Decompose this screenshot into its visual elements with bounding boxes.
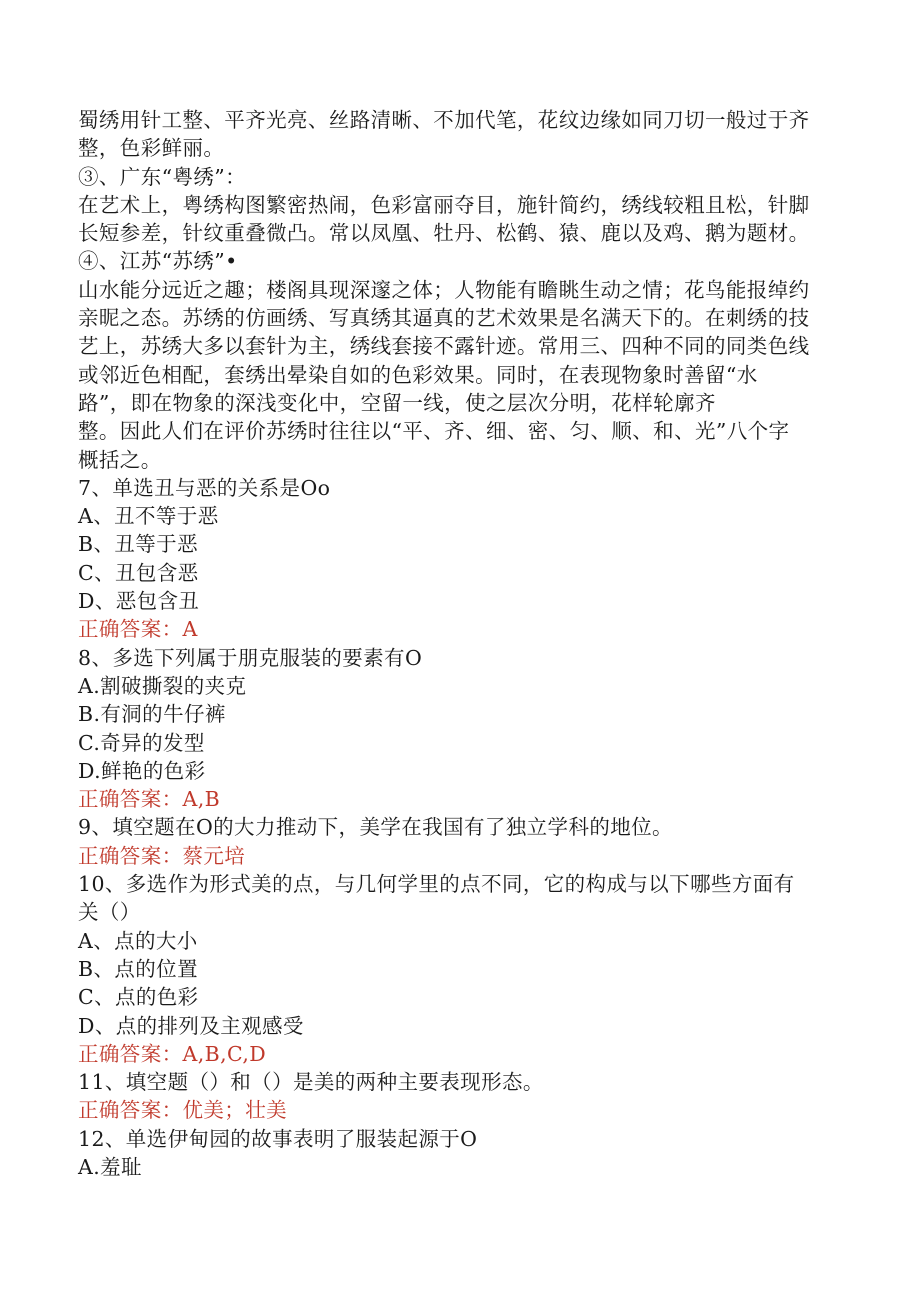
text-line: D.鲜艳的色彩 — [78, 758, 206, 783]
answer-line: 正确答案：A — [78, 617, 198, 642]
text-line: C、丑包含恶 — [78, 560, 199, 585]
text-line: 11、填空题（）和（）是美的两种主要表现形态。 — [78, 1070, 544, 1095]
text-line: A、丑不等于恶 — [78, 504, 219, 529]
text-line: 山水能分远近之趣；楼阁具现深邃之体；人物能有瞻眺生动之情；花鸟能报绰约 — [78, 277, 810, 302]
text-line: A.羞耻 — [78, 1154, 142, 1179]
text-line: ④、江苏“苏绣”• — [78, 249, 238, 274]
text-line: ③、广东“粤绣”： — [78, 164, 247, 189]
text-line: 路”，即在物象的深浅变化中，空留一线，使之层次分明，花样轮廓齐 — [78, 390, 716, 415]
text-line: 蜀绣用针工整、平齐光亮、丝路清晰、不加代笔，花纹边缘如同刀切一般过于齐 — [78, 108, 810, 132]
text-line: 长短参差，针纹重叠微凸。常以凤凰、牡丹、松鹤、猿、鹿以及鸡、鹅为题材。 — [78, 221, 810, 246]
text-line: A、点的大小 — [78, 928, 198, 953]
text-line: 10、多选作为形式美的点，与几何学里的点不同，它的构成与以下哪些方面有 — [78, 872, 795, 897]
text-line: 12、单选伊甸园的故事表明了服装起源于O — [78, 1126, 478, 1151]
text-line: 8、多选下列属于朋克服装的要素有O — [78, 645, 423, 670]
text-line: 艺上，苏绣大多以套针为主，绣线套接不露针迹。常用三、四种不同的同类色线 — [78, 334, 810, 359]
text-line: 或邻近色相配，套绣出晕染自如的色彩效果。同时，在表现物象时善留“水 — [78, 362, 758, 387]
text-line: B、点的位置 — [78, 956, 198, 981]
answer-line: 正确答案：蔡元培 — [78, 843, 246, 868]
text-line: B、丑等于恶 — [78, 532, 198, 557]
text-line: 9、填空题在O的大力推动下，美学在我国有了独立学科的地位。 — [78, 815, 673, 840]
answer-line: 正确答案：A,B,C,D — [78, 1041, 267, 1066]
text-line: 亲昵之态。苏绣的仿画绣、写真绣其逼真的艺术效果是名满天下的。在刺绣的技 — [78, 306, 810, 331]
text-line: 整，色彩鲜丽。 — [78, 136, 225, 161]
text-line: 整。因此人们在评价苏绣时往往以“平、齐、细、密、匀、顺、和、光”八个字 — [78, 419, 790, 444]
text-line: B.有洞的牛仔裤 — [78, 702, 226, 727]
text-line: 在艺术上，粤绣构图繁密热闹，色彩富丽夺目，施针简约，绣线较粗且松，针脚 — [78, 192, 810, 217]
answer-line: 正确答案：优美；壮美 — [78, 1098, 287, 1123]
text-line: D、点的排列及主观感受 — [78, 1013, 304, 1038]
text-line: 关（） — [78, 900, 141, 925]
text-line: 7、单选丑与恶的关系是Oo — [78, 475, 331, 500]
text-line: A.割破撕裂的夹克 — [78, 673, 247, 698]
text-line: C.奇异的发型 — [78, 730, 205, 755]
text-line: D、恶包含丑 — [78, 589, 200, 614]
text-line: 概括之。 — [78, 447, 162, 472]
answer-line: 正确答案：A,B — [78, 787, 221, 812]
text-line: C、点的色彩 — [78, 985, 199, 1010]
document-page — [78, 106, 878, 1181]
